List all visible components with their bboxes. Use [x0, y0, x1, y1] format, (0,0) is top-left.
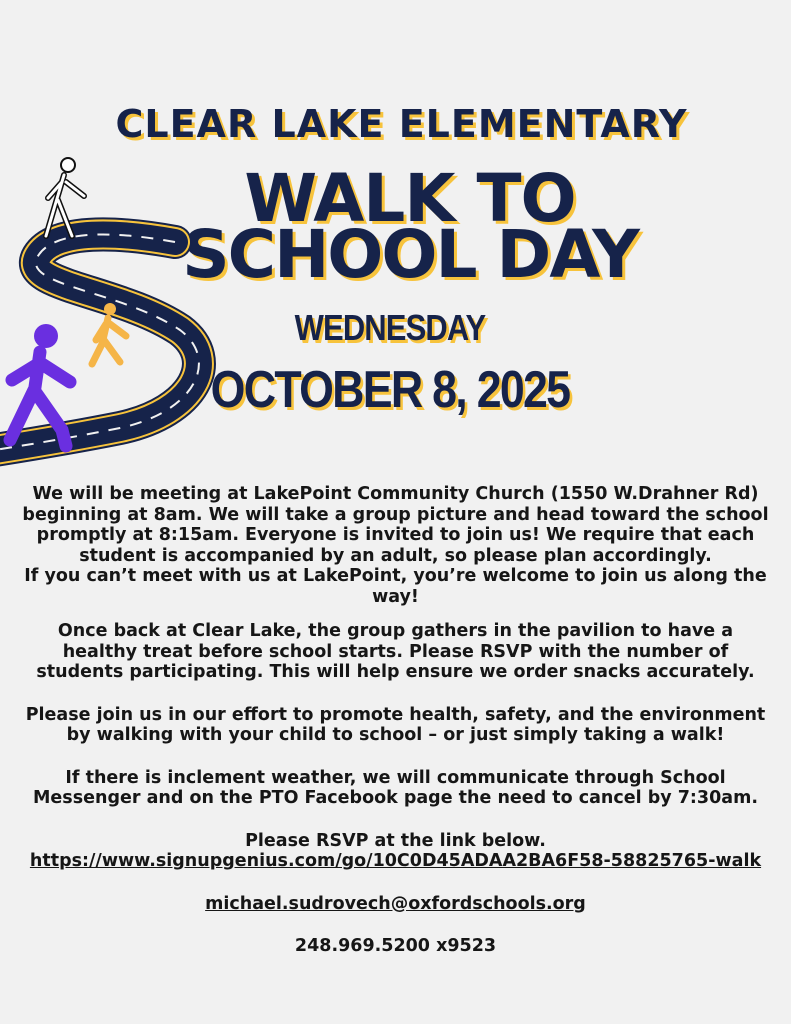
promote-line1: Please join us in our effort to promote health, safety, and the environment [25, 704, 766, 725]
meeting-details-line3: promptly at 8:15am. Everyone is invited to join us! We require that each [36, 525, 755, 545]
rsvp-link[interactable]: https://www.signupgenius.com/go/10C0D45ADAA2BA6F58-58825765-walk [29, 851, 762, 871]
meeting-details-line2: beginning at 8am. We will take a group picture and head toward the school [22, 504, 769, 525]
event-date: OCTOBER 8, 2025 [210, 361, 570, 419]
event-title-line2: SCHOOL DAY [182, 216, 638, 293]
pavilion-line2: healthy treat before school starts. Please RSVP with the number of [62, 641, 729, 662]
meeting-details-line5: If you can’t meet with us at LakePoint, you’re welcome to join us along the [24, 566, 767, 586]
promote-line2: by walking with your child to school – or just simply taking a walk! [66, 725, 725, 745]
weather-line2: Messenger and on the PTO Facebook page the need to cancel by 7:30am. [33, 788, 758, 808]
weather-line1: If there is inclement weather, we will communicate through School [65, 767, 726, 788]
pavilion-line1: Once back at Clear Lake, the group gathers in the pavilion to have a [57, 621, 734, 641]
event-title-line1: WALK TO [244, 160, 576, 237]
event-weekday: WEDNESDAY [294, 307, 486, 348]
contact-phone: 248.969.5200 x9523 [294, 936, 497, 956]
contact-email-link[interactable]: michael.sudrovech@oxfordschools.org [205, 893, 586, 914]
school-name: CLEAR LAKE ELEMENTARY [115, 102, 688, 146]
meeting-details-line6: way! [372, 586, 419, 607]
meeting-details-line4: student is accompanied by an adult, so please plan accordingly. [79, 545, 712, 566]
flyer-body [10, 484, 781, 957]
pavilion-line3: students participating. This will help ensure we order snacks accurately. [36, 662, 755, 682]
road-illustration [0, 150, 230, 470]
meeting-details-line1: We will be meeting at LakePoint Community Church (1550 W.Drahner Rd) [32, 484, 759, 504]
rsvp-text: Please RSVP at the link below. [245, 830, 546, 851]
